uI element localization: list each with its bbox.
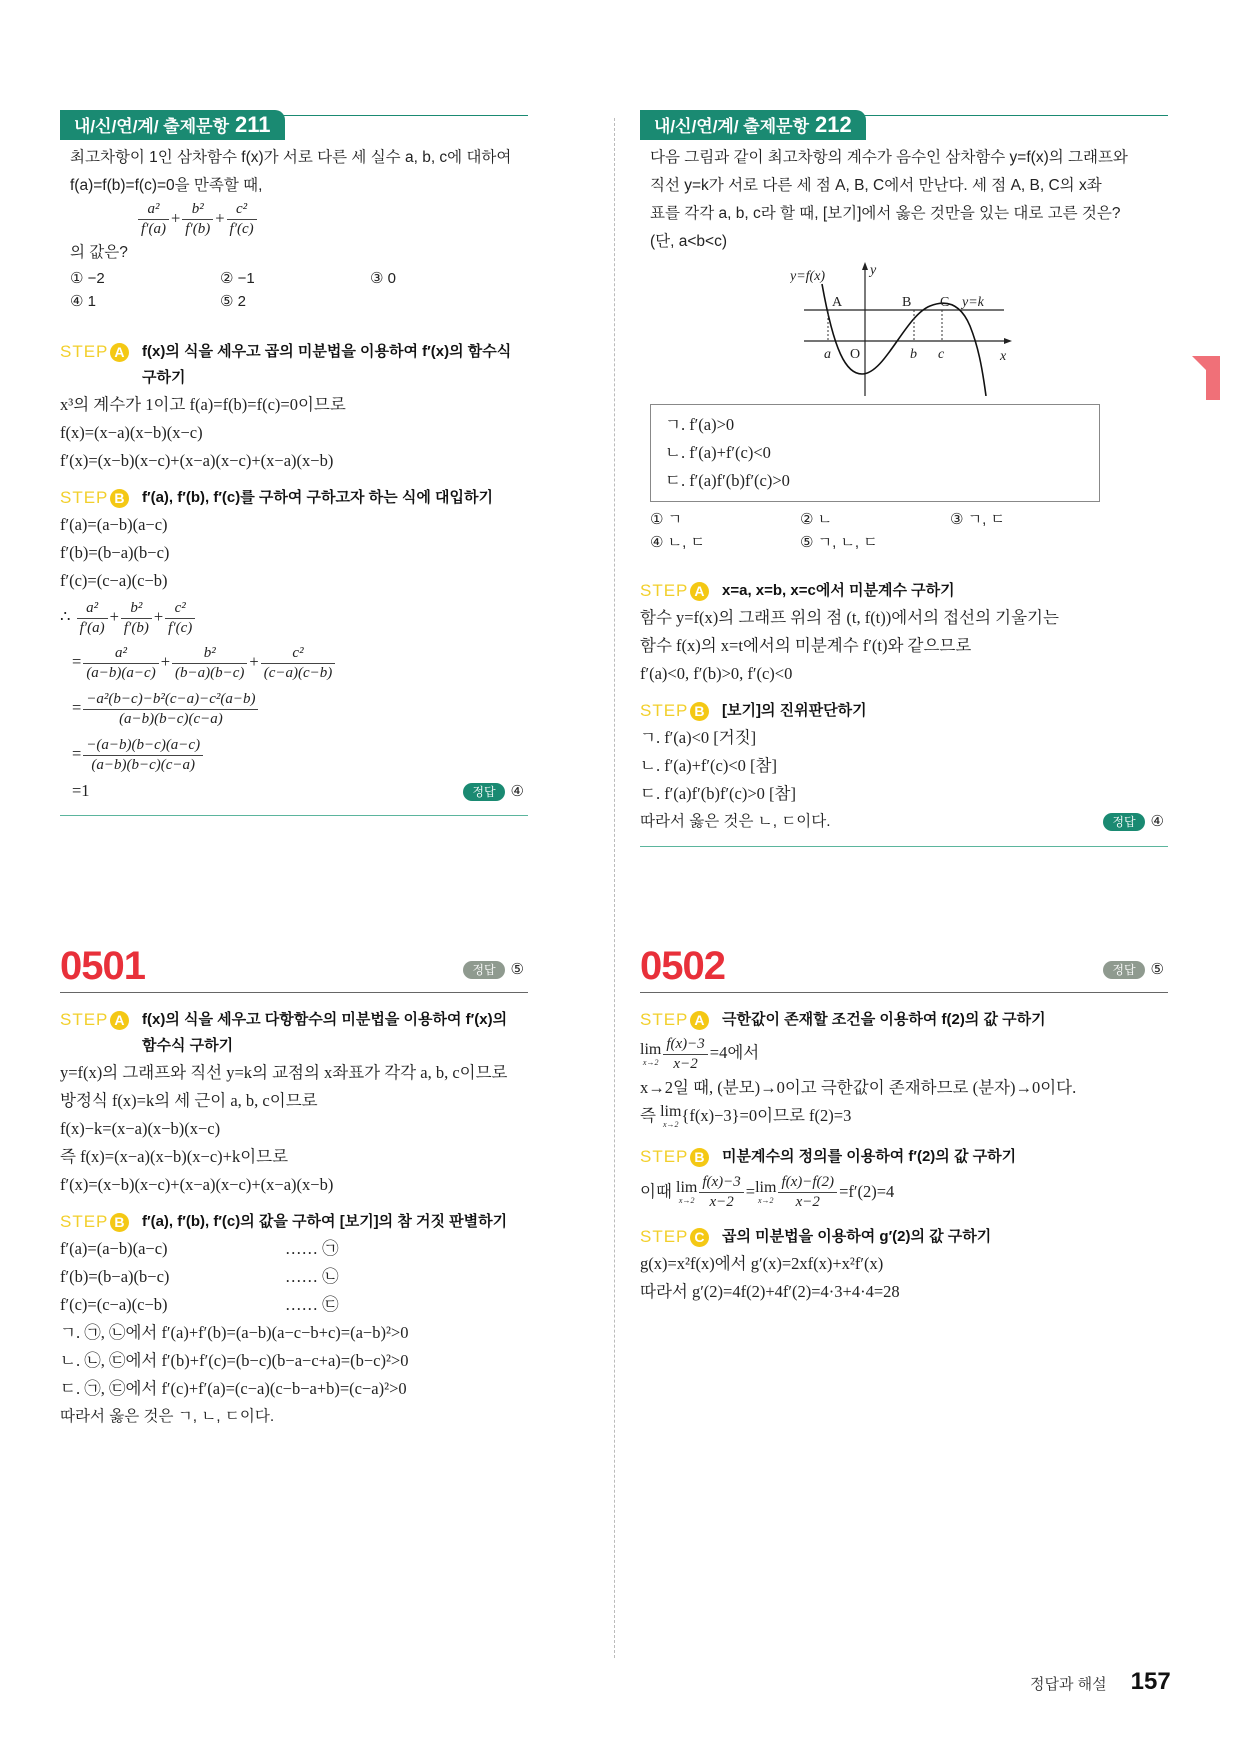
svg-text:a: a <box>824 347 831 362</box>
step-b-heading: STEP B [보기]의 진위판단하기 <box>640 701 867 720</box>
solution-line: f(x)=(x−a)(x−b)(x−c) <box>60 423 203 442</box>
step-c-icon: C <box>690 1228 709 1247</box>
svg-text:b: b <box>910 347 917 362</box>
solution-line: 방정식 f(x)=k의 세 근이 a, b, c이므로 <box>60 1091 318 1110</box>
step-a-icon: A <box>690 1011 709 1030</box>
limit-line: lim x→2 $\frac{f(x)-3}{x-2}$ =4에서 <box>640 1035 760 1072</box>
question-end: 의 값은? <box>70 244 128 261</box>
svg-text:y=f(x): y=f(x) <box>790 269 826 284</box>
solution-line: 함수 y=f(x)의 그래프 위의 점 (t, f(t))에서의 접선의 기울기는 <box>640 608 1059 627</box>
choice-4[interactable]: ④ 1 <box>70 293 96 310</box>
solution-line: x³의 계수가 1이고 f(a)=f(b)=f(c)=0이므로 <box>60 395 346 414</box>
choices <box>650 508 1168 554</box>
equation-row: f′(c)=(c−a)(c−b) …… ㉢ <box>60 1295 339 1314</box>
question-line: f(a)=f(b)=f(c)=0을 만족할 때, <box>70 177 263 194</box>
answer-212: 정답 ④ <box>1103 808 1164 836</box>
step-b-heading: STEP B 미분계수의 정의를 이용하여 f′(2)의 값 구하기 <box>640 1146 1017 1166</box>
question-line: 직선 y=k가 서로 다른 세 점 A, B, C에서 만난다. 세 점 A, B, C의 x좌 <box>650 177 1102 194</box>
svg-text:A: A <box>832 295 843 310</box>
svg-text:y: y <box>870 263 877 278</box>
step-b-icon: B <box>690 1148 709 1167</box>
solution-line: f′(c)=(c−a)(c−b) <box>60 571 168 590</box>
problem-rule <box>640 992 1168 993</box>
choice-2[interactable]: ② −1 <box>220 270 255 287</box>
answer-211: 정답 ④ <box>463 777 524 806</box>
answer-badge: 정답 <box>463 783 504 801</box>
step-c-heading: STEP C 곱의 미분법을 이용하여 g′(2)의 값 구하기 <box>640 1226 992 1246</box>
step-b-heading: STEP B f′(a), f′(b), f′(c)를 구하여 구하고자 하는 식에 대입하기 <box>60 488 493 507</box>
solution-line: f(x)−k=(x−a)(x−b)(x−c) <box>60 1119 221 1138</box>
solution-line: 함수 f(x)의 x=t에서의 미분계수 f′(t)와 같으므로 <box>640 636 972 655</box>
limit-line: 이때 lim x→2 $\frac{f(x)-3}{x-2}$ =lim x→2 $\frac{f(x)-f(2)}{x-2}$ =f′(2)=4 <box>640 1174 895 1211</box>
tab-prefix: 내/신/연/계/ 출제문항 <box>74 117 229 136</box>
solution-line: g(x)=x²f(x)에서 g′(x)=2xf(x)+x²f′(x) <box>640 1253 884 1273</box>
svg-text:x: x <box>1000 349 1007 364</box>
bogi-item: ㄴ. f′(a)+f′(c)<0 <box>665 443 771 462</box>
step-a-heading: STEP A 극한값이 존재할 조건을 이용하여 f(2)의 값 구하기 <box>640 1010 1046 1029</box>
choice-3[interactable]: ③ 0 <box>370 270 396 287</box>
solution-line: f′(x)=(x−b)(x−c)+(x−a)(x−c)+(x−a)(x−b) <box>60 1175 334 1194</box>
page-number: 157 <box>1130 1668 1171 1695</box>
problem-rule <box>60 992 528 993</box>
choices <box>70 267 528 313</box>
solution-line: f′(b)=(b−a)(b−c) <box>60 543 170 562</box>
svg-text:c: c <box>938 347 945 362</box>
problem-0502 <box>640 944 1168 1306</box>
choice-2[interactable]: ② ㄴ <box>800 511 833 528</box>
solution-line: y=f(x)의 그래프와 직선 y=k의 교점의 x좌표가 각각 a, b, c이므로 <box>60 1063 508 1082</box>
section-side-tab <box>1206 356 1220 400</box>
svg-text:C: C <box>940 295 950 310</box>
solution-line: ㄷ. ㉠, ㉢에서 f′(c)+f′(a)=(c−a)(c−b−a+b)=(c−a)²>0 <box>60 1379 407 1398</box>
cubic-graph-figure <box>790 256 1030 396</box>
solution-line: ㄴ. f′(a)+f′(c)<0 [참] <box>640 756 777 775</box>
bogi-item: ㄱ. f′(a)>0 <box>665 415 735 434</box>
calc-row-3: = $\frac{\text{−a²(b−c)−b²(c−a)−c²(a−b)}}{(a-b)(b-c)(c-a)}$ <box>60 685 528 731</box>
conclusion-line: 따라서 옳은 것은 ㄴ, ㄷ이다. 정답 ④ <box>640 808 1168 836</box>
solution-line: 따라서 g′(2)=4f(2)+4f′(2)=4·3+4·4=28 <box>640 1281 900 1301</box>
question-line: 최고차항이 1인 삼차함수 f(x)가 서로 다른 세 실수 a, b, c에 대하여 <box>70 149 512 166</box>
solution-line: ㄷ. f′(a)f′(b)f′(c)>0 [참] <box>640 784 796 803</box>
step-b-heading: STEP B f′(a), f′(b), f′(c)의 값을 구하여 [보기]의 참 거짓 판별하기 <box>60 1212 508 1231</box>
svg-text:O: O <box>850 347 861 362</box>
step-a-heading: STEP A x=a, x=b, x=c에서 미분계수 구하기 <box>640 581 955 600</box>
solution-line: f′(a)<0, f′(b)>0, f′(c)<0 <box>640 664 793 683</box>
step-a-icon: A <box>690 582 709 601</box>
section-rule <box>640 846 1168 847</box>
svg-text:B: B <box>902 295 912 310</box>
answer-0502: 정답 ⑤ <box>1103 960 1164 979</box>
page-footer <box>1030 1668 1171 1696</box>
solution-line: ㄱ. ㉠, ㉡에서 f′(a)+f′(b)=(a−b)(a−c−b+c)=(a−b)²>0 <box>60 1323 409 1342</box>
svg-text:y=k: y=k <box>962 295 984 310</box>
solution-line: f′(x)=(x−b)(x−c)+(x−a)(x−c)+(x−a)(x−b) <box>60 451 334 470</box>
calc-row-1: ∴ $\frac{\text{a²}}{f'(a)}$ + $\frac{\text{b²}}{f'(b)}$ + $\frac{\text{c²}}{f'(c)}$ <box>60 595 528 639</box>
question-line: 다음 그림과 같이 최고차항의 계수가 음수인 삼차함수 y=f(x)의 그래프와 <box>650 149 1128 166</box>
limit-line: 즉 lim x→2 {f(x)−3}=0이므로 f(2)=3 <box>640 1103 852 1130</box>
equation-row: f′(b)=(b−a)(b−c) …… ㉡ <box>60 1267 339 1286</box>
step-a-icon: A <box>110 1011 129 1030</box>
question-212-header: 내/신/연/계/ 출제문항 212 <box>640 110 1168 140</box>
problem-0501 <box>60 944 528 1431</box>
problem-number: 0501 <box>60 944 145 988</box>
equation-row: f′(a)=(a−b)(a−c) …… ㉠ <box>60 1239 339 1258</box>
solution-line: ㄱ. f′(a)<0 [거짓] <box>640 728 757 747</box>
step-a-heading: STEP A f(x)의 식을 세우고 다항함수의 미분법을 이용하여 f′(x)의 함수식 구하기 <box>60 1010 508 1054</box>
question-expression: $\frac{\text{a²}}{f'(a)}$ + $\frac{\text{b²}}{f'(b)}$ + $\frac{\text{c²}}{f'(c)}$ <box>70 200 528 239</box>
solution-line: 즉 f(x)=(x−a)(x−b)(x−c)+k이므로 <box>60 1147 289 1166</box>
step-b-icon: B <box>110 489 129 508</box>
step-b-icon: B <box>690 702 709 721</box>
conclusion-line: 따라서 옳은 것은 ㄱ, ㄴ, ㄷ이다. <box>60 1408 275 1425</box>
problem-number: 0502 <box>640 944 725 988</box>
solution-line: ㄴ. ㉡, ㉢에서 f′(b)+f′(c)=(b−c)(b−a−c+a)=(b−c)²>0 <box>60 1351 409 1370</box>
choice-4[interactable]: ④ ㄴ, ㄷ <box>650 534 705 551</box>
choice-5[interactable]: ⑤ 2 <box>220 293 246 310</box>
choice-3[interactable]: ③ ㄱ, ㄷ <box>950 511 1005 528</box>
answer-0501: 정답 ⑤ <box>463 960 524 979</box>
step-a-heading: STEP A f(x)의 식을 세우고 곱의 미분법을 이용하여 f′(x)의 함수식 구하기 <box>60 342 512 386</box>
choice-1[interactable]: ① ㄱ <box>650 511 683 528</box>
question-211 <box>60 110 528 816</box>
step-b-icon: B <box>110 1213 129 1232</box>
bogi-box <box>650 404 1100 502</box>
bogi-item: ㄷ. f′(a)f′(b)f′(c)>0 <box>665 471 790 490</box>
step-a-icon: A <box>110 343 129 362</box>
calc-row-2: = $\frac{\text{a²}}{(a-b)(a-c)}$ + $\frac{\text{b²}}{(b-a)(b-c)}$ + $\frac{\text{c²}}{(c-a)(c-b)}$ <box>60 639 528 685</box>
solution-line: f′(a)=(a−b)(a−c) <box>60 515 168 534</box>
choice-1[interactable]: ① −2 <box>70 270 105 287</box>
tab-number: 211 <box>235 112 271 137</box>
solution-line: x→2일 때, (분모)→0이고 극한값이 존재하므로 (분자)→0이다. <box>640 1077 1077 1097</box>
question-line: (단, a<b<c) <box>650 233 728 250</box>
question-212 <box>640 110 1168 847</box>
choice-5[interactable]: ⑤ ㄱ, ㄴ, ㄷ <box>800 534 878 551</box>
column-divider <box>614 118 615 1658</box>
footer-label: 정답과 해설 <box>1030 1676 1107 1693</box>
question-211-header <box>60 110 528 140</box>
question-line: 표를 각각 a, b, c라 할 때, [보기]에서 옳은 것만을 있는 대로 고른 것은? <box>650 205 1121 222</box>
section-rule <box>60 815 528 816</box>
calc-row-4: = $\frac{-(a-b)(b-c)(a-c)}{(a-b)(b-c)(c-a)}$ <box>60 731 528 777</box>
calc-result: =1 정답 ④ <box>60 777 528 805</box>
